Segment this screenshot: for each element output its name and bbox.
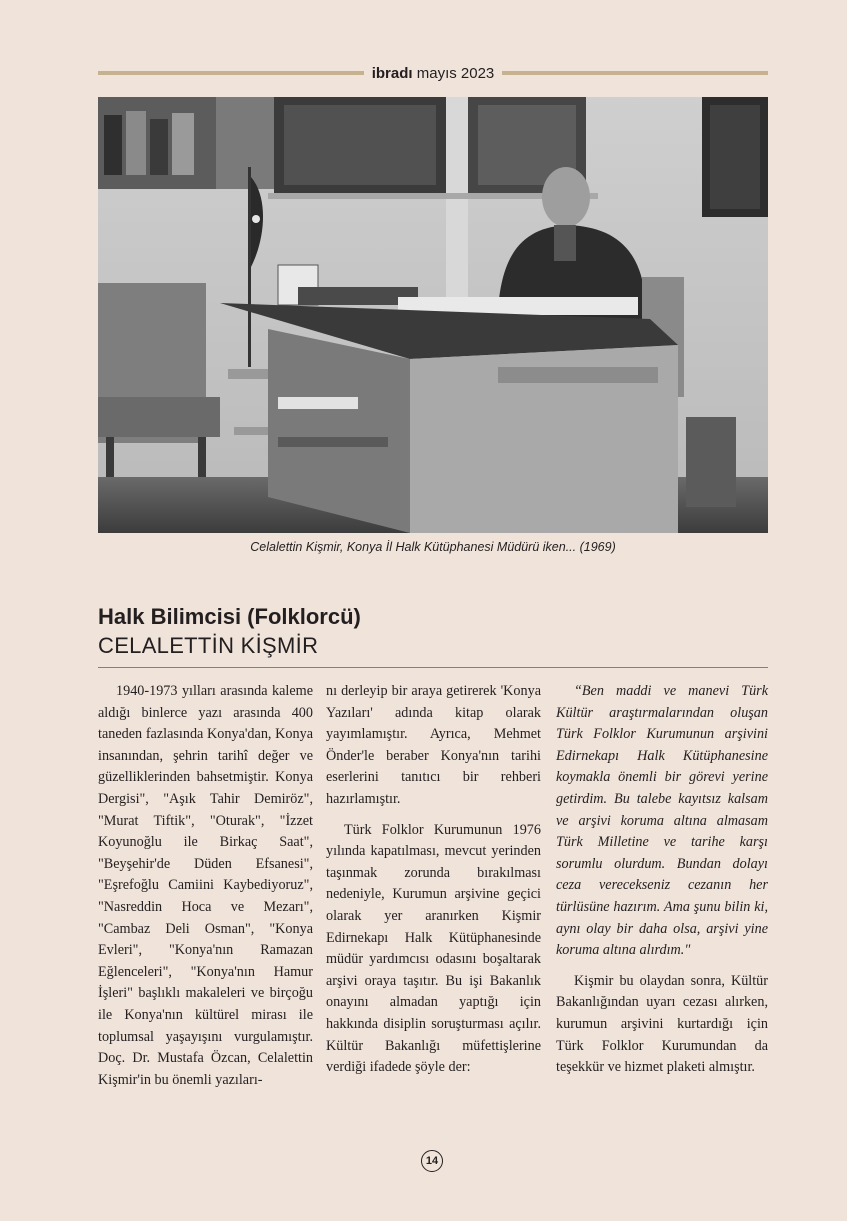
article-subtitle: CELALETTİN KİŞMİR <box>98 633 319 658</box>
paragraph: 1940-1973 yılları arasında kaleme aldığı binlerce yazı arasında 400 taneden fazlasında Konya'dan, Konya insanından, şehrin tarihî değer ve güzelliklerinden bahsetmiştir. Konya Dergisi", "Aşık Tahir Demiröz", "Murat Tiftik", "Oturak", "İzzet Koyunoğlu ile Birkaç Saat", "Beyşehir'de Düden Efsanesi", "Eşrefoğlu Camiini Kaybediyoruz", "Nasreddin Hoca ve Mezarı", "Cambaz Deli Osman", "Konya Evleri", "Konya'nın Ramazan Eğlenceleri", "Konya'nın Hamur İşleri" başlıklı makaleleri ve birçoğu ile Konya'nın kültürel mirası ile toplumsal yaşayışını vurgulamıştır. Doç. Dr. Mustafa Özcan, Celalettin Kişmir'in bu önemli yazıları- <box>98 683 313 1088</box>
article-title: Halk Bilimcisi (Folklorcü) <box>98 604 361 629</box>
paragraph: Kişmir bu olaydan sonra, Kültür Bakanlığından uyarı cezası alırken, kurumun arşivini kurtardığı için Türk Folklor Kurumundan da teşekkür ve hizmet plaketi almıştır. <box>556 972 768 1076</box>
page-header <box>98 62 768 84</box>
page-number: 14 <box>421 1150 443 1172</box>
paragraph: Türk Folklor Kurumunun 1976 yılında kapatılması, mevcut yerinden taşınmak zorunda bırakılması nedeniyle, Kurumun arşivine geçici olarak yer aranırken Kişmir Edirnekapı Halk Kütüphanesinde müdür yardımcısı odasını boşaltarak arşivi oraya taşıtır. Bu işi Bakanlık onayını almadan yaptığı için hakkında disiplin soruşturması açılır. Kültür Bakanlığı müfettişlerine verdiği ifadede şöyle der: <box>326 821 541 1076</box>
photo-caption: Celalettin Kişmir, Konya İl Halk Kütüphanesi Müdürü iken... (1969) <box>250 540 616 554</box>
title-divider <box>98 667 768 668</box>
column-1 <box>98 681 313 1091</box>
column-3 <box>556 681 768 1079</box>
header-rule-right <box>502 71 768 75</box>
column-2 <box>326 681 541 1079</box>
magazine-name: ibradı <box>371 64 413 82</box>
paragraph: nı derleyip bir araya getirerek 'Konya Yazıları' adında kitap olarak yayımlamıştır. Ayrıca, Mehmet Önder'le beraber Konya'nın tarihi eserlerini tanıtıcı bir rehberi hazırlamıştır. <box>326 683 541 807</box>
header-rule-left <box>98 71 364 75</box>
archival-photo <box>98 97 768 533</box>
office-photo-illustration <box>98 97 768 533</box>
issue-date: mayıs 2023 <box>416 64 495 82</box>
header-brand <box>364 65 503 82</box>
quote-paragraph: “Ben maddi ve manevi Türk Kültür araştırmalarından oluşan Türk Folklor Kurumunun arşivini Edirnekapı Halk Kütüphanesine koymakla önemli bir görevi yerine getirdim. Bu talebe kayıtsız kalsam ve arşivi koruma altına almasam Türk Milletine ve tarihe karşı sorumlu olurdum. Bundan dolayı ceza verecekseniz cezanın her türlüsüne hazırım. Ama şunu bilin ki, aynı olay bir daha olsa, arşivi yine koruma altına alırdım." <box>556 683 768 959</box>
